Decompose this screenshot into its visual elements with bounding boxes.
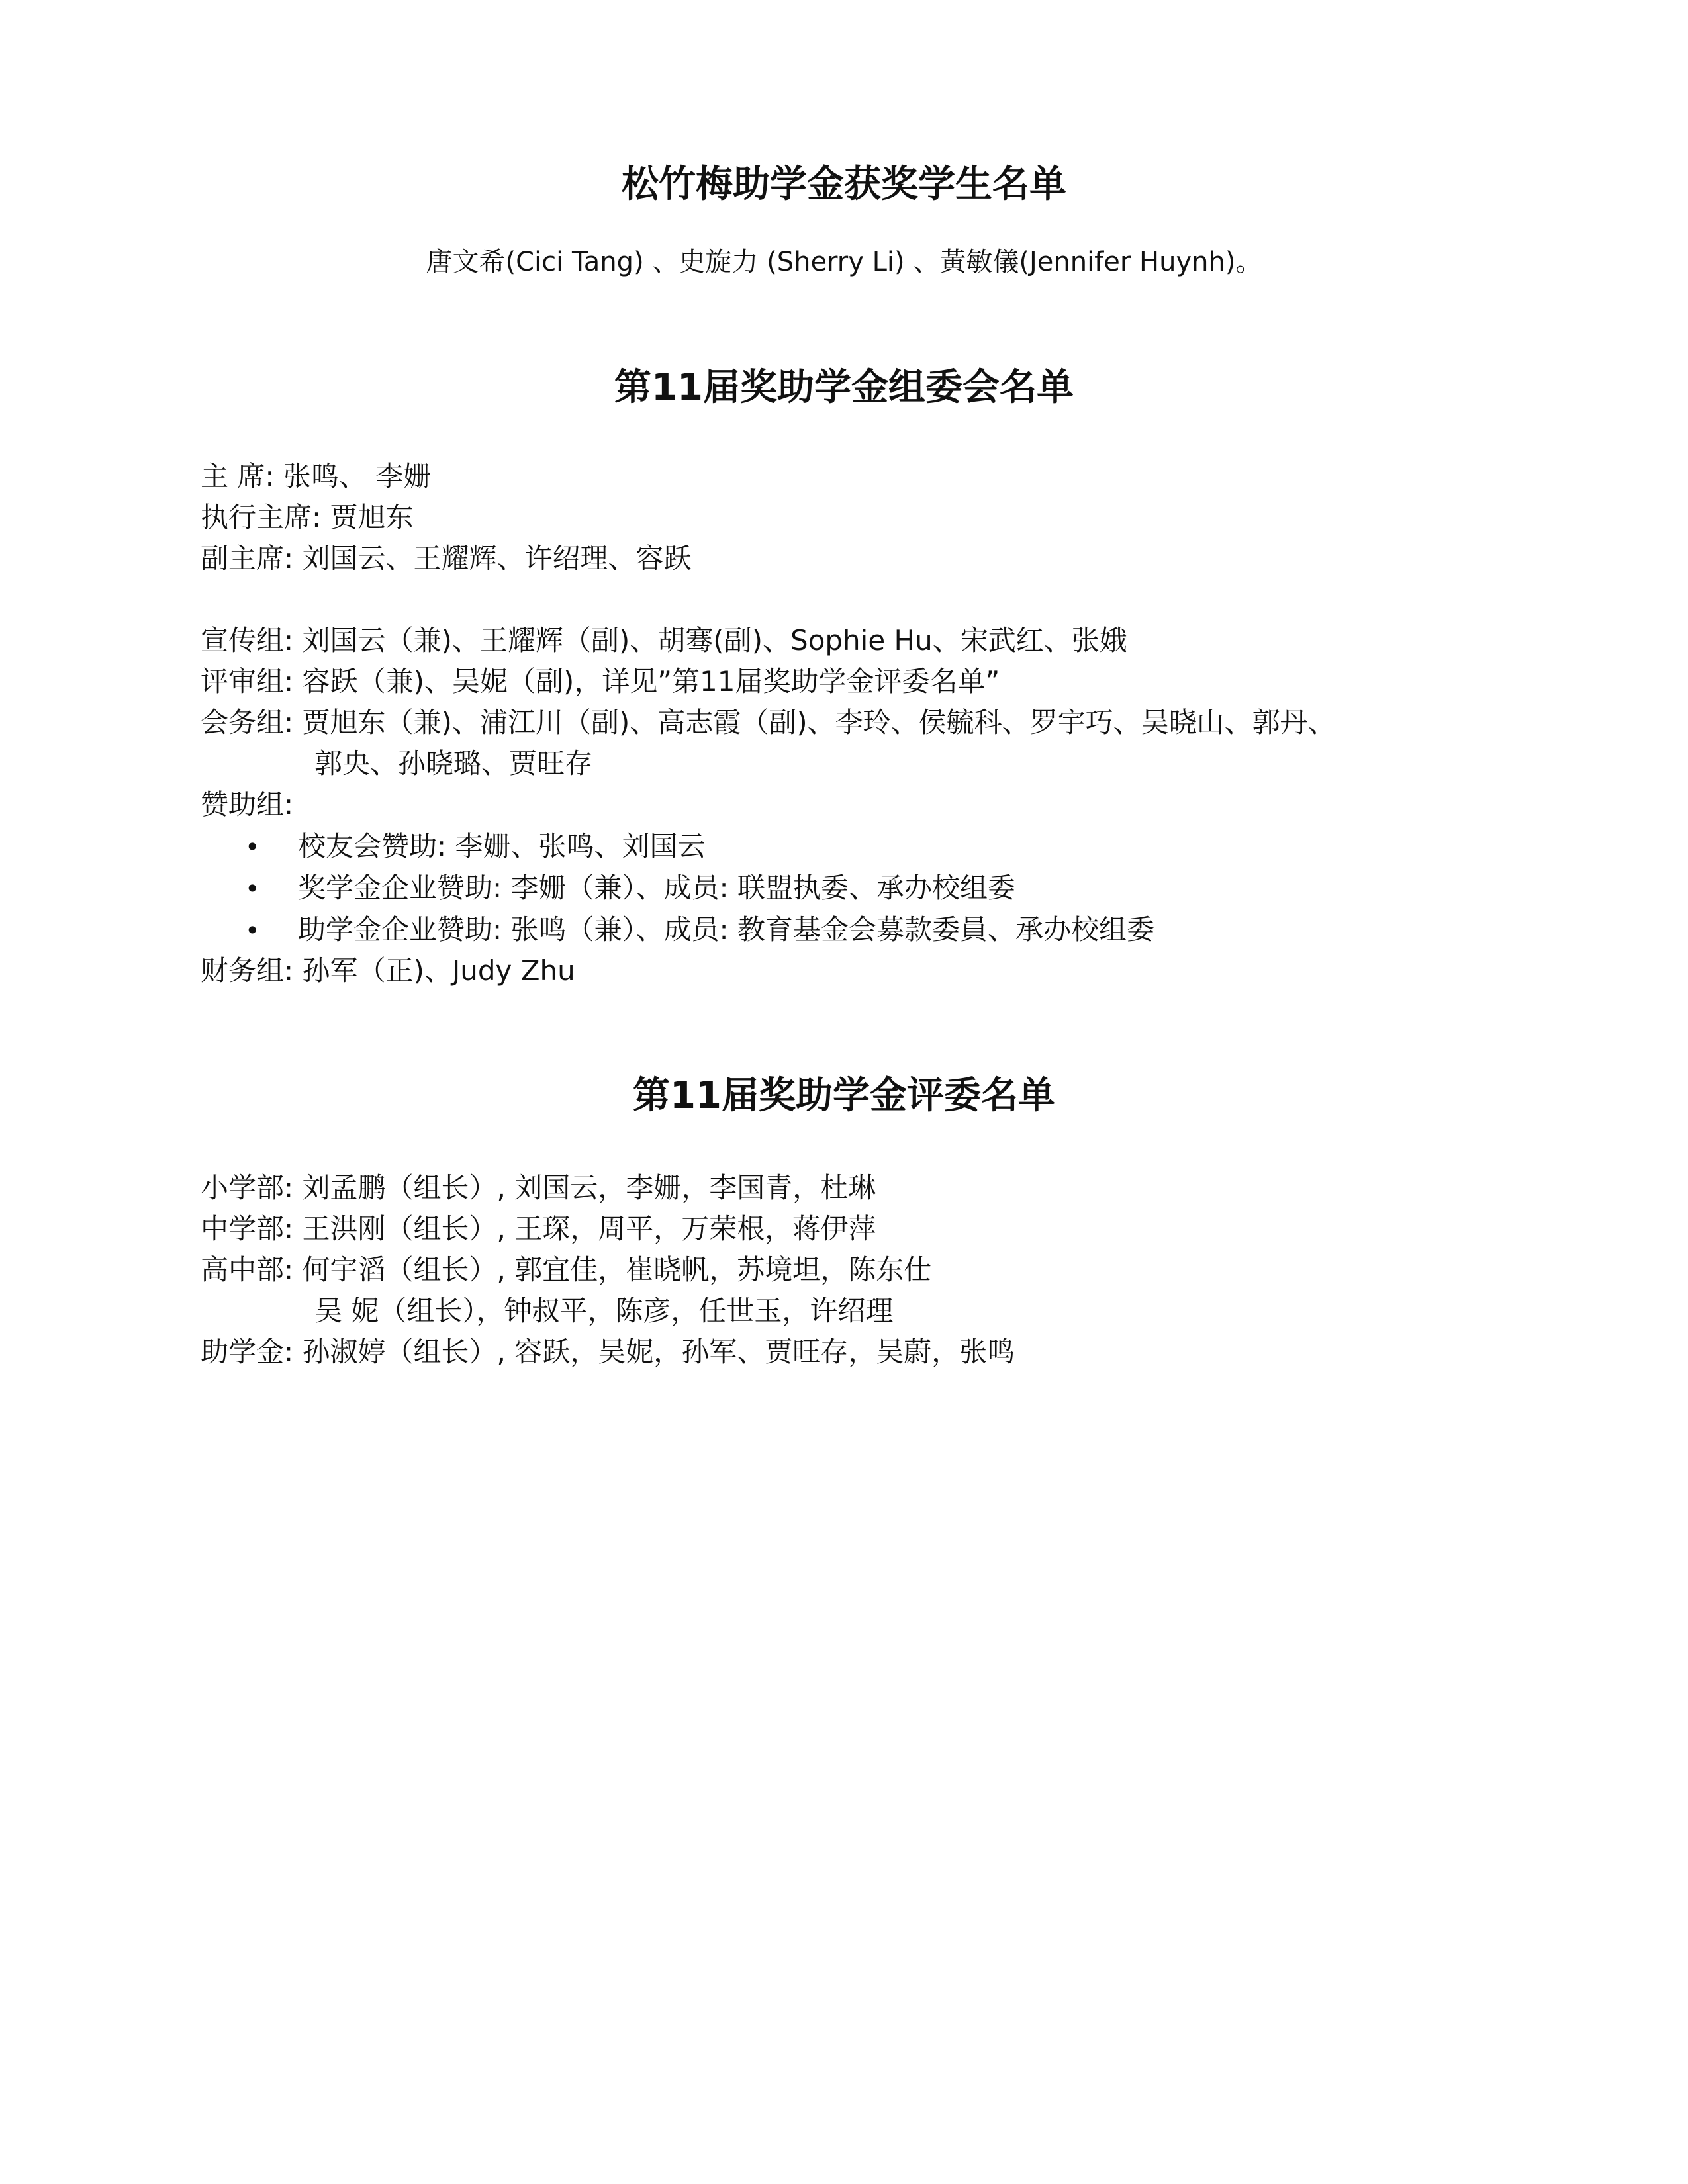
judges-high-school: 高中部: 何宇滔（组长）, 郭宜佳，崔晓帆，苏境坦，陈东仕: [201, 1253, 932, 1286]
committee-executive-chair: 执行主席: 贾旭东: [201, 501, 414, 533]
sponsor-bullet-grant: [245, 910, 1154, 950]
bullet-icon: •: [245, 916, 260, 945]
judges-grant: 助学金: 孙淑婷（组长）, 容跃，吴妮，孙军、贾旺存，吴蔚，张鸣: [201, 1336, 1015, 1368]
scholarship-students-list: 唐文希(Cici Tang) 、史旋力 (Sherry Li) 、黃敏儀(Jennifer Huynh)。: [426, 247, 1262, 277]
committee-finance-group: 财务组: 孙军（正)、Judy Zhu: [201, 954, 575, 987]
committee-vice-chair: 副主席: 刘国云、王耀辉、许绍理、容跃: [201, 542, 692, 574]
sponsor-scholarship-text: 奖学金企业赞助: 李姗（兼）、成员: 联盟执委、承办校组委: [298, 872, 1016, 904]
sponsor-bullet-scholarship: [245, 868, 1015, 909]
committee-chair: 主 席: 张鸣、 李姗: [201, 460, 432, 492]
committee-sponsor-group: 赞助组:: [201, 788, 294, 821]
judges-elementary: 小学部: 刘孟鹏（组长）, 刘国云，李姗，李国青，杜琳: [201, 1171, 876, 1204]
judges-title: 第11届奖助学金评委名单: [633, 1074, 1055, 1117]
bullet-icon: •: [245, 874, 260, 903]
committee-review-group: 评审组: 容跃（兼)、吴妮（副)，详见”第11届奖助学金评委名单”: [201, 665, 1000, 698]
judges-high-school-second-group: 吴 妮（组长），钟叔平，陈彦，任世玉，许绍理: [314, 1295, 894, 1327]
committee-publicity-group: 宣传组: 刘国云（兼)、王耀辉（副)、胡骞(副)、Sophie Hu、宋武红、张娥: [201, 624, 1127, 657]
scholarship-students-title: 松竹梅助学金获奖学生名单: [622, 163, 1066, 206]
sponsor-grant-text: 助学金企业赞助: 张鸣（兼）、成员: 教育基金会募款委員、承办校组委: [298, 913, 1155, 946]
bullet-icon: •: [245, 833, 260, 862]
committee-title: 第11届奖助学金组委会名单: [614, 366, 1074, 409]
sponsor-bullet-alumni: [245, 827, 706, 867]
judges-middle-school: 中学部: 王洪刚（组长）, 王琛，周平，万荣根，蒋伊萍: [201, 1212, 876, 1245]
committee-affairs-group: 会务组: 贾旭东（兼)、浦江川（副)、高志霞（副)、李玲、侯毓科、罗宇巧、吴晓山、郭丹、: [201, 706, 1336, 739]
sponsor-alumni-text: 校友会赞助: 李姗、张鸣、刘国云: [298, 830, 706, 862]
committee-affairs-group-continued: 郭央、孙晓璐、贾旺存: [314, 747, 593, 780]
